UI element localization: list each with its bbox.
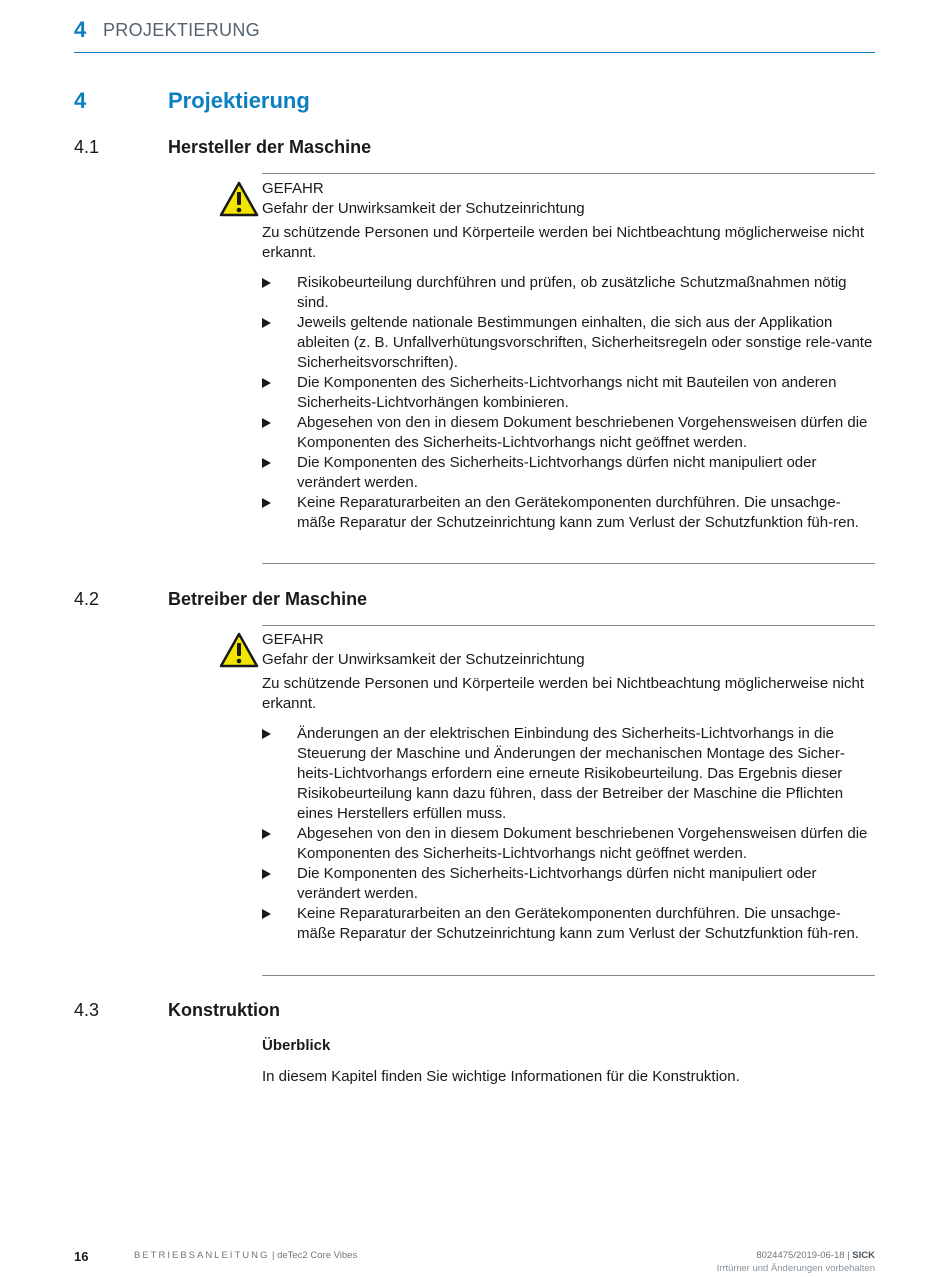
arrow-right-icon — [262, 278, 271, 288]
arrow-right-icon — [262, 498, 271, 508]
section-title: Konstruktion — [168, 1000, 280, 1020]
warning-triangle-icon — [219, 632, 259, 668]
section-title: Hersteller der Maschine — [168, 137, 372, 157]
chapter-number: 4 — [74, 88, 87, 113]
footer-separator: | — [844, 1250, 853, 1261]
section-number: 4.1 — [74, 137, 100, 157]
footer-document-info — [134, 1250, 357, 1261]
header-chapter-number: 4 — [74, 17, 87, 42]
warning-signal-word: GEFAHR — [262, 180, 324, 197]
list-item — [262, 373, 875, 413]
list-item — [262, 493, 875, 533]
list-item — [262, 313, 875, 373]
arrow-right-icon — [262, 729, 271, 739]
warning-bottom-rule — [262, 975, 875, 976]
footer-document-type: BETRIEBSANLEITUNG — [134, 1250, 270, 1261]
list-item-text: Die Komponenten des Sicherheits-Lichtvorhangs nicht mit Bauteilen von anderen Sicherheits-Lichtvorhängen kombinieren. — [297, 374, 837, 411]
section-title: Betreiber der Maschine — [168, 589, 368, 609]
body-paragraph: In diesem Kapitel finden Sie wichtige Informationen für die Konstruktion. — [262, 1068, 740, 1085]
warning-top-rule — [262, 625, 875, 626]
header-chapter-title: PROJEKTIERUNG — [103, 20, 260, 40]
arrow-right-icon — [262, 869, 271, 879]
list-item-text: Risikobeurteilung durchführen und prüfen, ob zusätzliche Schutzmaßnahmen nötig sind. — [297, 274, 847, 311]
warning-bottom-rule — [262, 563, 875, 564]
warning-subtitle: Gefahr der Unwirksamkeit der Schutzeinrichtung — [262, 651, 585, 668]
list-item-text: Änderungen an der elektrischen Einbindung des Sicherheits-Lichtvorhangs in die Steuerung der Maschine und Änderungen der mechanischen Montage des Sicher-heits-Lichtvorhangs erfordern eine erneute Risikobeurteilung. Das Ergebnis dieser Risikobeurteilung kann dazu führen, dass der Betreiber der Maschine die Pflichten eines Herstellers erfüllen muss. — [297, 725, 845, 822]
footer-code: 8024475/2019-06-18 — [756, 1250, 845, 1261]
arrow-right-icon — [262, 378, 271, 388]
footer-brand: SICK — [852, 1250, 875, 1261]
warning-triangle-icon — [219, 181, 259, 217]
subheading: Überblick — [262, 1037, 331, 1054]
section-number: 4.2 — [74, 589, 100, 609]
footer-separator: | — [269, 1250, 278, 1261]
chapter-title: Projektierung — [168, 88, 310, 113]
footer-product-name: deTec2 Core Vibes — [277, 1250, 358, 1261]
list-item — [262, 413, 875, 453]
warning-signal-word: GEFAHR — [262, 631, 324, 648]
footer-document-code — [756, 1250, 875, 1261]
list-item-text: Die Komponenten des Sicherheits-Lichtvorhangs dürfen nicht manipuliert oder verändert werden. — [297, 865, 817, 902]
list-item-text: Abgesehen von den in diesem Dokument beschriebenen Vorgehensweisen dürfen die Komponenten des Sicherheits-Lichtvorhangs nicht geöffnet werden. — [297, 414, 868, 451]
list-item-text: Keine Reparaturarbeiten an den Gerätekomponenten durchführen. Die unsachge-mäße Reparatur der Schutzeinrichtung kann zum Verlust der Schutzfunktion füh-ren. — [297, 494, 859, 531]
arrow-right-icon — [262, 829, 271, 839]
warning-top-rule — [262, 173, 875, 174]
warning-block — [262, 630, 875, 944]
list-item-text: Abgesehen von den in diesem Dokument beschriebenen Vorgehensweisen dürfen die Komponenten des Sicherheits-Lichtvorhangs nicht geöffnet werden. — [297, 825, 868, 862]
section-number: 4.3 — [74, 1000, 100, 1020]
page-number: 16 — [74, 1249, 89, 1264]
list-item — [262, 724, 875, 824]
warning-subtitle: Gefahr der Unwirksamkeit der Schutzeinrichtung — [262, 200, 585, 217]
header-divider — [74, 52, 875, 53]
list-item — [262, 824, 875, 864]
list-item — [262, 864, 875, 904]
warning-measures-list — [262, 273, 875, 533]
arrow-right-icon — [262, 909, 271, 919]
list-item — [262, 453, 875, 493]
arrow-right-icon — [262, 458, 271, 468]
arrow-right-icon — [262, 318, 271, 328]
warning-block — [262, 179, 875, 533]
warning-consequence: Zu schützende Personen und Körperteile werden bei Nichtbeachtung möglicherweise nicht erkannt. — [262, 224, 865, 261]
footer-disclaimer: Irrtümer und Änderungen vorbehalten — [716, 1263, 875, 1274]
list-item — [262, 273, 875, 313]
warning-consequence: Zu schützende Personen und Körperteile werden bei Nichtbeachtung möglicherweise nicht erkannt. — [262, 675, 865, 712]
arrow-right-icon — [262, 418, 271, 428]
list-item-text: Keine Reparaturarbeiten an den Gerätekomponenten durchführen. Die unsachge-mäße Reparatur der Schutzeinrichtung kann zum Verlust der Schutzfunktion füh-ren. — [297, 905, 859, 942]
warning-measures-list — [262, 724, 875, 944]
list-item-text: Die Komponenten des Sicherheits-Lichtvorhangs dürfen nicht manipuliert oder verändert werden. — [297, 454, 817, 491]
list-item — [262, 904, 875, 944]
list-item-text: Jeweils geltende nationale Bestimmungen einhalten, die sich aus der Applikation ableiten (z. B. Unfallverhütungsvorschriften, Sicherheitsregeln oder sonstige rele-vante Sicherheitsvorschriften). — [297, 314, 873, 371]
